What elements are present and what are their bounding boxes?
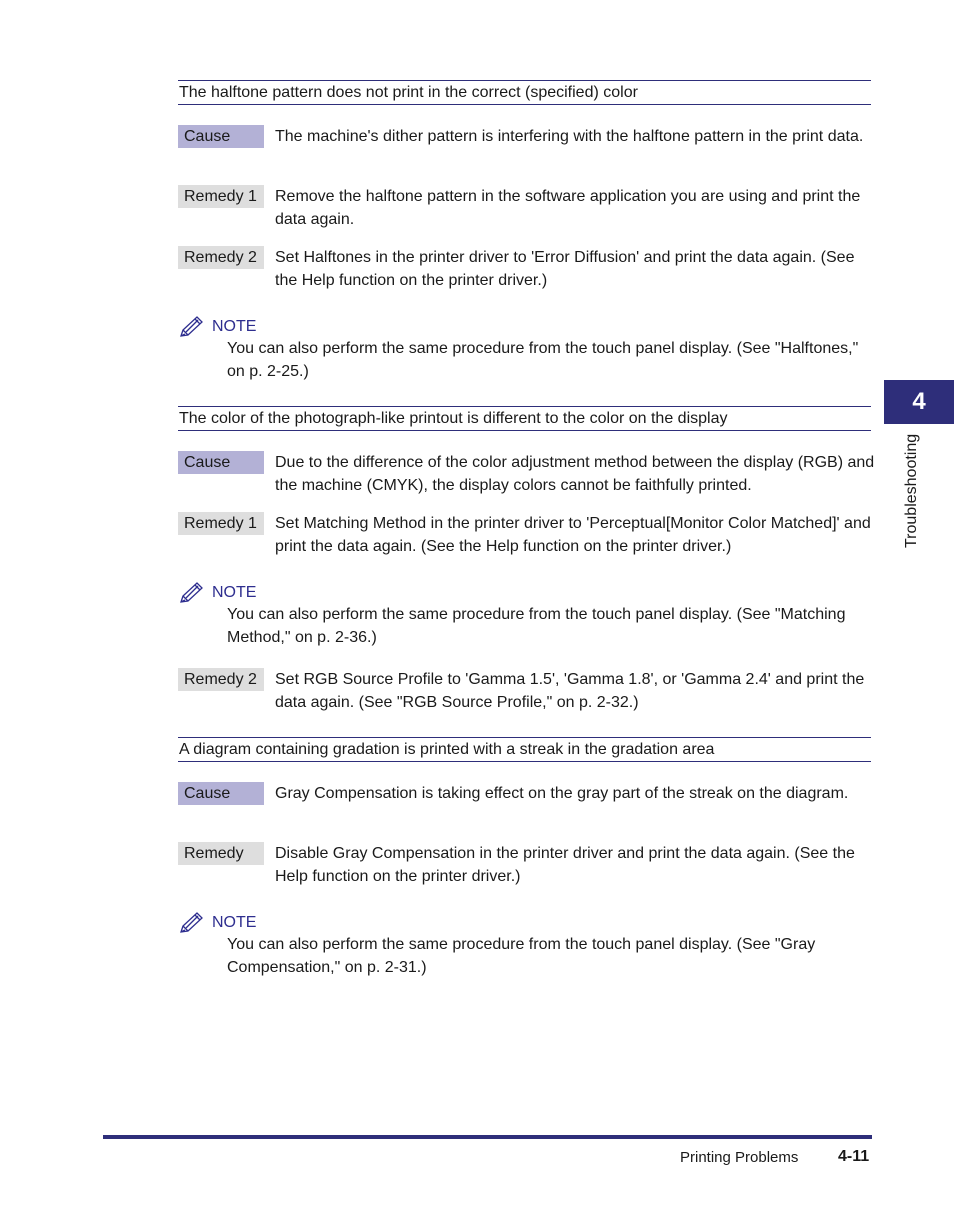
cause-text: Due to the difference of the color adjustment method between the display (RGB) and the machine (CMYK), the display colors cannot be faithfully printed. [275, 454, 875, 494]
note-text: You can also perform the same procedure from the touch panel display. (See "Matching Method," on p. 2-36.) [227, 606, 846, 646]
remedy-2-text: Set RGB Source Profile to 'Gamma 1.5', 'Gamma 1.8', or 'Gamma 2.4' and print the data again. (See "RGB Source Profile," on p. 2-32.) [275, 671, 865, 711]
chapter-tab: 4 [884, 380, 954, 424]
remedy-2-label: Remedy 2 [178, 668, 264, 691]
note-label: NOTE [212, 914, 257, 931]
pencil-note-icon [178, 581, 206, 605]
note-label: NOTE [212, 584, 257, 601]
note-label: NOTE [212, 318, 257, 335]
remedy-1-label: Remedy 1 [178, 512, 264, 535]
chapter-title: Troubleshooting [903, 433, 920, 548]
pencil-note-icon [178, 315, 206, 339]
cause-text: Gray Compensation is taking effect on the gray part of the streak on the diagram. [275, 785, 849, 802]
footer-title: Printing Problems [680, 1149, 799, 1166]
pencil-note-icon [178, 911, 206, 935]
remedy-label: Remedy [178, 842, 264, 865]
note-text: You can also perform the same procedure from the touch panel display. (See "Halftones," on p. 2-25.) [227, 340, 859, 380]
section-2-heading: The color of the photograph-like printout is different to the color on the display [178, 406, 871, 431]
footer-rule [103, 1135, 872, 1139]
section-3-heading: A diagram containing gradation is printed with a streak in the gradation area [178, 737, 871, 762]
cause-label: Cause [178, 125, 264, 148]
section-1-heading: The halftone pattern does not print in the correct (specified) color [178, 80, 871, 105]
cause-text: The machine's dither pattern is interfering with the halftone pattern in the print data. [275, 128, 864, 145]
remedy-text: Disable Gray Compensation in the printer driver and print the data again. (See the Help function on the printer driver.) [275, 845, 855, 885]
remedy-1-text: Set Matching Method in the printer driver to 'Perceptual[Monitor Color Matched]' and print the data again. (See the Help function on the printer driver.) [275, 515, 871, 555]
cause-label: Cause [178, 782, 264, 805]
remedy-1-text: Remove the halftone pattern in the software application you are using and print the data again. [275, 188, 861, 228]
cause-label: Cause [178, 451, 264, 474]
note-text: You can also perform the same procedure from the touch panel display. (See "Gray Compensation," on p. 2-31.) [227, 936, 816, 976]
remedy-1-label: Remedy 1 [178, 185, 264, 208]
page-number: 4-11 [838, 1148, 870, 1165]
remedy-2-text: Set Halftones in the printer driver to 'Error Diffusion' and print the data again. (See the Help function on the printer driver.) [275, 249, 855, 289]
remedy-2-label: Remedy 2 [178, 246, 264, 269]
